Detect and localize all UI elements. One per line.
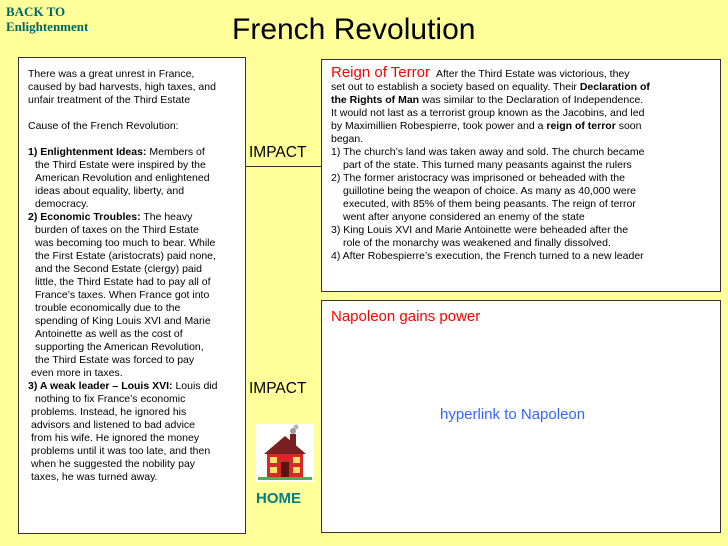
intro-line: There was a great unrest in France, bbox=[28, 68, 195, 80]
cause-2-title: 2) Economic Troubles: bbox=[28, 211, 141, 223]
cause-2-line: supporting the American Revolution, bbox=[35, 341, 204, 353]
reign-of-terror-panel bbox=[321, 59, 721, 292]
cause-2-line: burden of taxes on the Third Estate bbox=[35, 224, 199, 236]
reign-of-terror-heading: Reign of Terror bbox=[331, 64, 430, 81]
reign-text-line: began. bbox=[331, 133, 364, 145]
cause-2-line: Antoinette as well as the cost of bbox=[35, 328, 183, 340]
home-link[interactable]: HOME bbox=[256, 490, 301, 507]
cause-1-line: democracy. bbox=[35, 198, 89, 210]
causes-panel bbox=[18, 57, 246, 534]
cause-2-line: trouble economically due to the bbox=[35, 302, 181, 314]
home-house-icon[interactable] bbox=[256, 424, 314, 482]
reign-intro-text: After the Third Estate was victorious, they bbox=[435, 68, 630, 80]
cause-2-line bbox=[28, 211, 239, 224]
cause-3-line: problems. Instead, he ignored his bbox=[31, 406, 187, 418]
cause-3-text: Louis did bbox=[172, 380, 218, 392]
reign-text-bold: reign of terror bbox=[546, 120, 616, 132]
reign-text-bold: the Rights of Man bbox=[331, 94, 420, 106]
cause-1-line bbox=[28, 146, 239, 159]
cause-1-title: 1) Enlightenment Ideas: bbox=[28, 146, 147, 158]
reign-item-line: went after anyone considered an enemy of the state bbox=[343, 211, 585, 223]
back-link-line1: BACK TO bbox=[6, 4, 66, 19]
page-title: French Revolution bbox=[232, 13, 476, 46]
reign-text: by Maximillien Robespierre, took power and a bbox=[331, 120, 547, 132]
reign-text: soon bbox=[615, 120, 642, 132]
cause-3-line: advisors and listened to bad advice bbox=[31, 419, 196, 431]
reign-text: was similar to the Declaration of Independence. bbox=[419, 94, 644, 106]
connector-line bbox=[246, 166, 321, 167]
cause-2-line: spending of King Louis XVI and Marie bbox=[35, 315, 211, 327]
back-link-line2: Enlightenment bbox=[6, 19, 89, 34]
reign-text: set out to establish a society based on equality. Their bbox=[331, 81, 580, 93]
reign-text-line bbox=[331, 81, 716, 94]
impact-label: IMPACT bbox=[249, 380, 307, 397]
cause-3-line: from his wife. He ignored the money bbox=[31, 432, 200, 444]
intro-line: unfair treatment of the Third Estate bbox=[28, 94, 191, 106]
cause-3-line: problems until it was too late, and then bbox=[31, 445, 211, 457]
cause-2-text: The heavy bbox=[140, 211, 193, 223]
cause-2-line: little, the Third Estate had to pay all of bbox=[35, 276, 211, 288]
reign-item-line: 3) King Louis XVI and Marie Antoinette were beheaded after the bbox=[331, 224, 629, 236]
reign-item-line: 2) The former aristocracy was imprisoned or beheaded with the bbox=[331, 172, 625, 184]
cause-1-line: ideas about equality, liberty, and bbox=[35, 185, 185, 197]
reign-item-line: part of the state. This turned many peasants against the rulers bbox=[343, 159, 632, 171]
intro-line: caused by bad harvests, high taxes, and bbox=[28, 81, 216, 93]
cause-1-line: American Revolution and enlightened bbox=[35, 172, 210, 184]
reign-text-line: It would not last as a terrorist group known as the Jacobins, and led bbox=[331, 107, 645, 119]
napoleon-heading: Napoleon gains power bbox=[331, 308, 481, 325]
cause-3-title: 3) A weak leader – Louis XVI: bbox=[28, 380, 173, 392]
house-icon bbox=[256, 424, 314, 482]
cause-2-line: and the Second Estate (clergy) paid bbox=[35, 263, 202, 275]
cause-3-line bbox=[28, 380, 239, 393]
reign-text-line bbox=[331, 94, 716, 107]
reign-item-line: 4) After Robespierre’s execution, the French turned to a new leader bbox=[331, 250, 644, 262]
reign-item-line: guillotine being the weapon of choice. As many as 40,000 were bbox=[343, 185, 637, 197]
reign-text-bold: Declaration of bbox=[579, 81, 650, 93]
cause-1-line: the Third Estate were inspired by the bbox=[35, 159, 206, 171]
reign-item-line: role of the monarchy was weakened and finally dissolved. bbox=[343, 237, 611, 249]
reign-item-line: executed, with 85% of them being peasants. The reign of terror bbox=[343, 198, 636, 210]
cause-2-line: even more in taxes. bbox=[31, 367, 123, 379]
cause-2-line: the Third Estate was forced to pay bbox=[35, 354, 195, 366]
cause-3-line: nothing to fix France’s economic bbox=[35, 393, 186, 405]
back-to-enlightenment-link[interactable] bbox=[6, 4, 88, 34]
reign-of-terror-body bbox=[331, 81, 716, 263]
reign-text-line bbox=[331, 120, 716, 133]
cause-1-text: Members of bbox=[146, 146, 205, 158]
cause-3-line: taxes, he was turned away. bbox=[31, 471, 158, 483]
impact-label: IMPACT bbox=[249, 144, 307, 161]
cause-2-line: was becoming too much to bear. While bbox=[35, 237, 216, 249]
napoleon-hyperlink[interactable]: hyperlink to Napoleon bbox=[440, 406, 586, 423]
reign-item-line: 1) The church’s land was taken away and sold. The church became bbox=[331, 146, 645, 158]
cause-heading: Cause of the French Revolution: bbox=[28, 120, 179, 132]
cause-2-line: the First Estate (aristocrats) paid none, bbox=[35, 250, 216, 262]
cause-3-line: when he suggested the nobility pay bbox=[31, 458, 196, 470]
reign-of-terror-header bbox=[331, 66, 716, 81]
cause-2-line: France’s taxes. When France got into bbox=[35, 289, 210, 301]
